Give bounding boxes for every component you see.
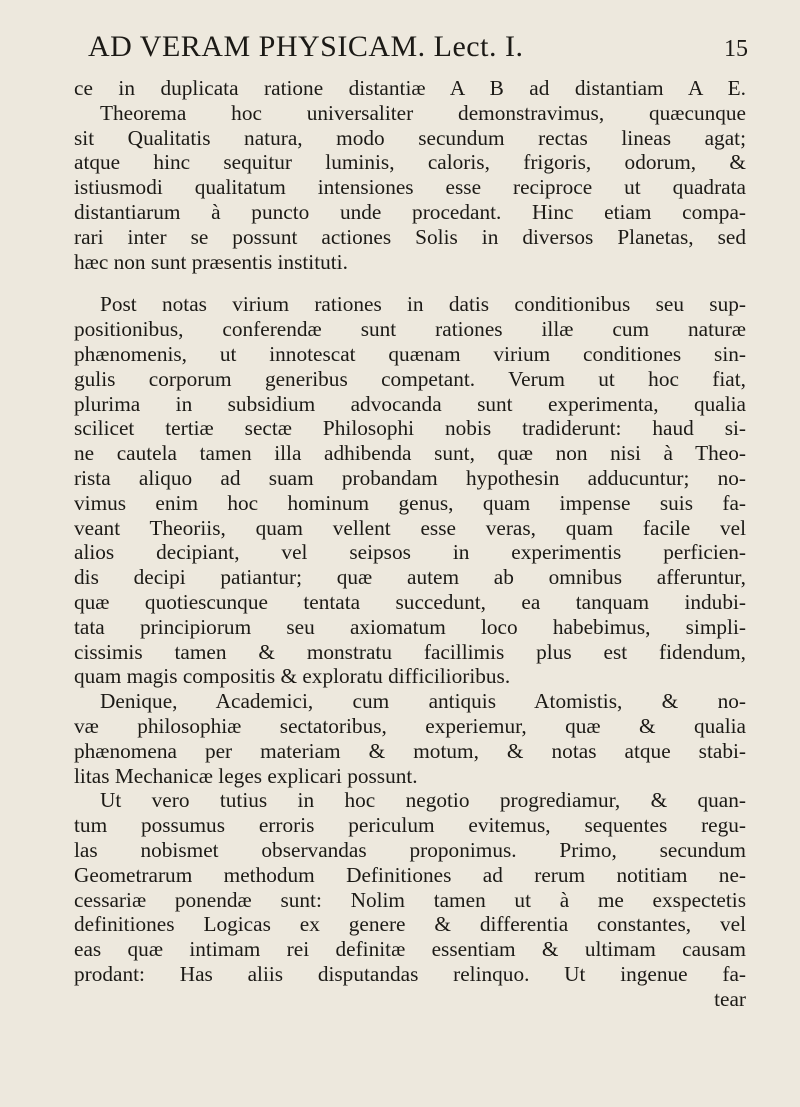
text-line: sit Qualitatis natura, modo secundum rectas lineas agat; [74,125,746,150]
text-line: cissimis tamen & monstratu facillimis plus est fidendum, [74,639,746,664]
page-number: 15 [724,36,748,62]
paragraph [74,788,746,986]
text-line: eas quæ intimam rei definitæ essentiam & ultimam causam [74,937,746,962]
text-line: litas Mechanicæ leges explicari possunt. [74,763,418,788]
text-line: ce in duplicata ratione distantiæ A B ad distantiam A E. [74,76,746,100]
body-text [74,76,746,1011]
paragraph-gap [74,274,746,292]
text-line: veant Theoriis, quam vellent esse veras, quam facile vel [74,515,746,540]
text-line: plurima in subsidium advocanda sunt experimenta, qualia [74,391,746,416]
text-line: distantiarum à puncto unde procedant. Hinc etiam compa- [74,199,746,224]
text-line: istiusmodi qualitatum intensiones esse reciproce ut quadrata [74,175,746,200]
running-head [88,26,748,68]
text-line: quam magis compositis & exploratu difficilioribus. [74,664,511,689]
text-line: tum possumus erroris periculum evitemus, sequentes regu- [74,813,746,838]
paragraph [74,689,746,788]
text-line: las nobismet observandas proponimus. Primo, secundum [74,837,746,862]
text-line: Geometrarum methodum Definitiones ad rerum notitiam ne- [74,862,746,887]
text-line: Denique, Academici, cum antiquis Atomistis, & no- [100,689,746,714]
text-line: prodant: Has aliis disputandas relinquo. Ut ingenue fa- [74,961,746,986]
text-line: phænomena per materiam & motum, & notas atque stabi- [74,738,746,763]
text-line: hæc non sunt præsentis instituti. [74,249,348,274]
text-line: Theorema hoc universaliter demonstravimus, quæcunque [100,100,746,125]
text-line: dis decipi patiantur; quæ autem ab omnibus afferuntur, [74,565,746,590]
text-line: scilicet tertiæ sectæ Philosophi nobis tradiderunt: haud si- [74,416,746,441]
text-line: cessariæ ponendæ sunt: Nolim tamen ut à me exspectetis [74,887,746,912]
text-line: definitiones Logicas ex genere & differentia constantes, vel [74,912,746,937]
text-line: atque hinc sequitur luminis, caloris, frigoris, odorum, & [74,150,746,175]
text-line: tata principiorum seu axiomatum loco habebimus, simpli- [74,614,746,639]
text-line: gulis corporum generibus competant. Verum ut hoc fiat, [74,366,746,391]
paragraph [74,76,746,274]
text-line: Ut vero tutius in hoc negotio progrediamur, & quan- [100,788,746,813]
text-line: quæ quotiescunque tentata succedunt, ea tanquam indubi- [74,589,746,614]
running-title: AD VERAM PHYSICAM. Lect. I. [88,30,524,63]
text-line: væ philosophiæ sectatoribus, experiemur, quæ & qualia [74,713,746,738]
text-line: rari inter se possunt actiones Solis in diversos Planetas, sed [74,224,746,249]
text-line: phænomenis, ut innotescat quænam virium conditiones sin- [74,341,746,366]
text-line: positionibus, conferendæ sunt rationes illæ cum naturæ [74,317,746,342]
text-line: Post notas virium rationes in datis conditionibus seu sup- [100,292,746,317]
text-line: vimus enim hoc hominum genus, quam impense suis fa- [74,490,746,515]
paragraph [74,292,746,689]
catchword: tear [714,986,746,1011]
text-line: ne cautela tamen illa adhibenda sunt, quæ non nisi à Theo- [74,441,746,466]
text-line: rista aliquo ad suam probandam hypothesin adducuntur; no- [74,465,746,490]
text-line: alios decipiant, vel seipsos in experimentis perficien- [74,540,746,565]
